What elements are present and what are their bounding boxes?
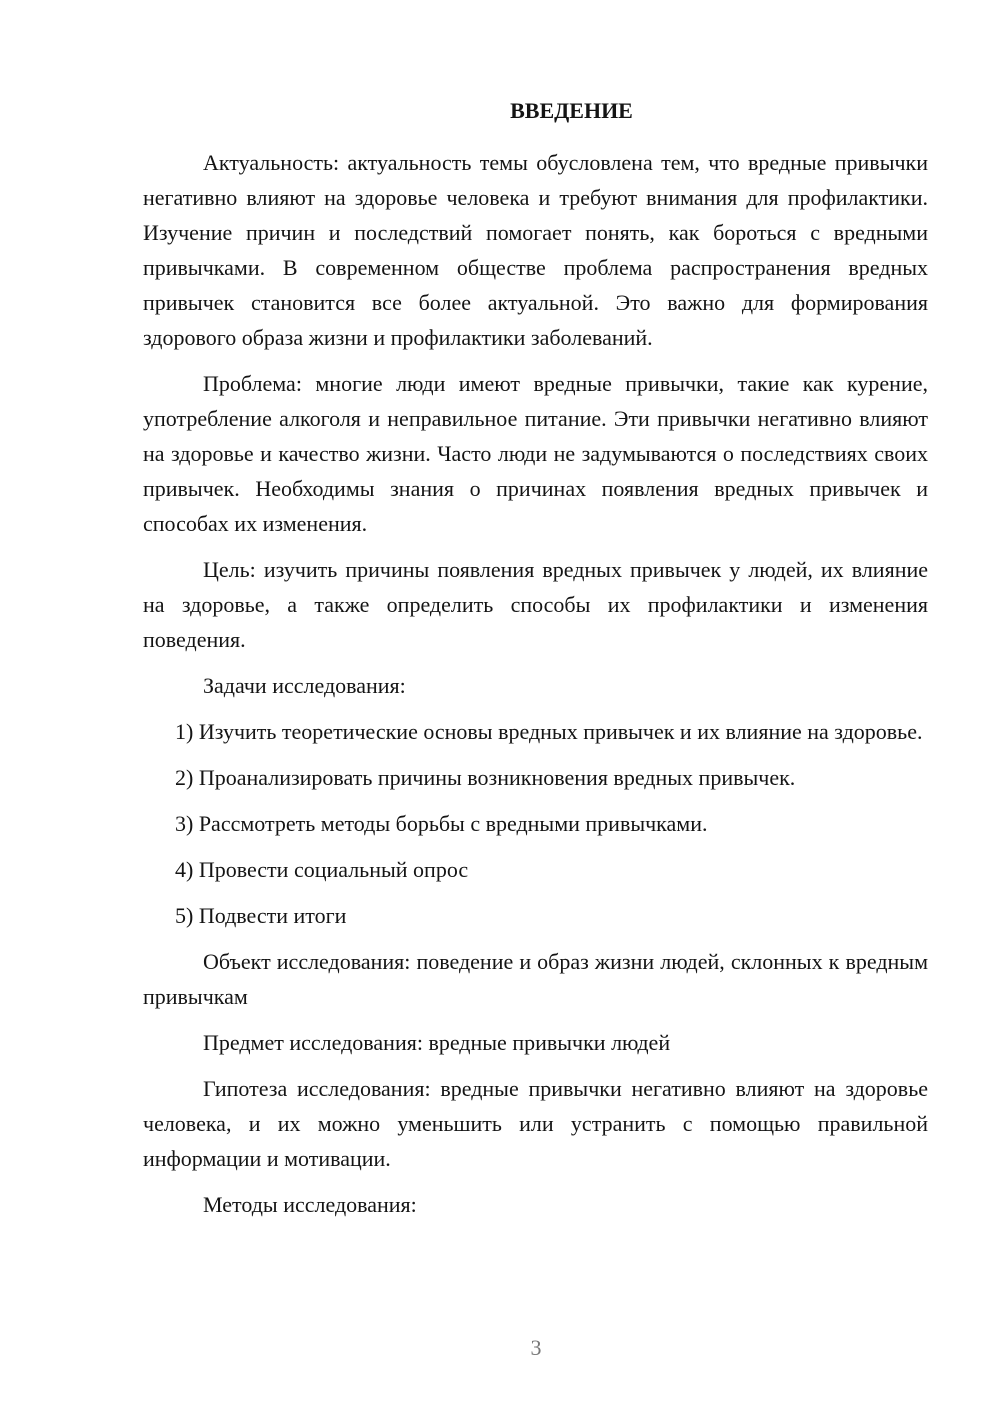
task-item-4: 4) Провести социальный опрос <box>175 857 469 882</box>
task-item-3: 3) Рассмотреть методы борьбы с вредными привычками. <box>175 811 708 836</box>
task-item-2: 2) Проанализировать причины возникновения вредных привычек. <box>175 765 796 790</box>
task-item-5: 5) Подвести итоги <box>175 903 347 928</box>
task-item-1: 1) Изучить теоретические основы вредных привычек и их влияние на здоровье. <box>175 719 923 744</box>
page-content <box>143 93 928 1233</box>
paragraph-hypothesis: Гипотеза исследования: вредные привычки негативно влияют на здоровье человека, и их можно уменьшить или устранить с помощью правильной информации и мотивации. <box>143 1076 928 1171</box>
paragraph-relevance: Актуальность: актуальность темы обусловлена тем, что вредные привычки негативно влияют на здоровье человека и требуют внимания для профилактики. Изучение причин и последствий помогает понять, как бороться с вредными привычками. В современном обществе проблема распространения вредных привычек становится все более актуальной. Это важно для формирования здорового образа жизни и профилактики заболеваний. <box>143 150 928 350</box>
paragraph-subject: Предмет исследования: вредные привычки людей <box>203 1030 671 1055</box>
page-number: 3 <box>530 1335 542 1360</box>
paragraph-methods: Методы исследования: <box>203 1192 417 1217</box>
paragraph-goal: Цель: изучить причины появления вредных привычек у людей, их влияние на здоровье, а также определить способы их профилактики и изменения поведения. <box>143 557 928 652</box>
section-heading: ВВЕДЕНИЕ <box>510 98 633 123</box>
paragraph-object: Объект исследования: поведение и образ жизни людей, склонных к вредным привычкам <box>143 949 928 1009</box>
paragraph-problem: Проблема: многие люди имеют вредные привычки, такие как курение, употребление алкоголя и неправильное питание. Эти привычки негативно влияют на здоровье и качество жизни. Часто люди не задумываются о последствиях своих привычек. Необходимы знания о причинах появления вредных привычек и способах их изменения. <box>143 371 928 536</box>
paragraph-tasks-title: Задачи исследования: <box>203 673 406 698</box>
